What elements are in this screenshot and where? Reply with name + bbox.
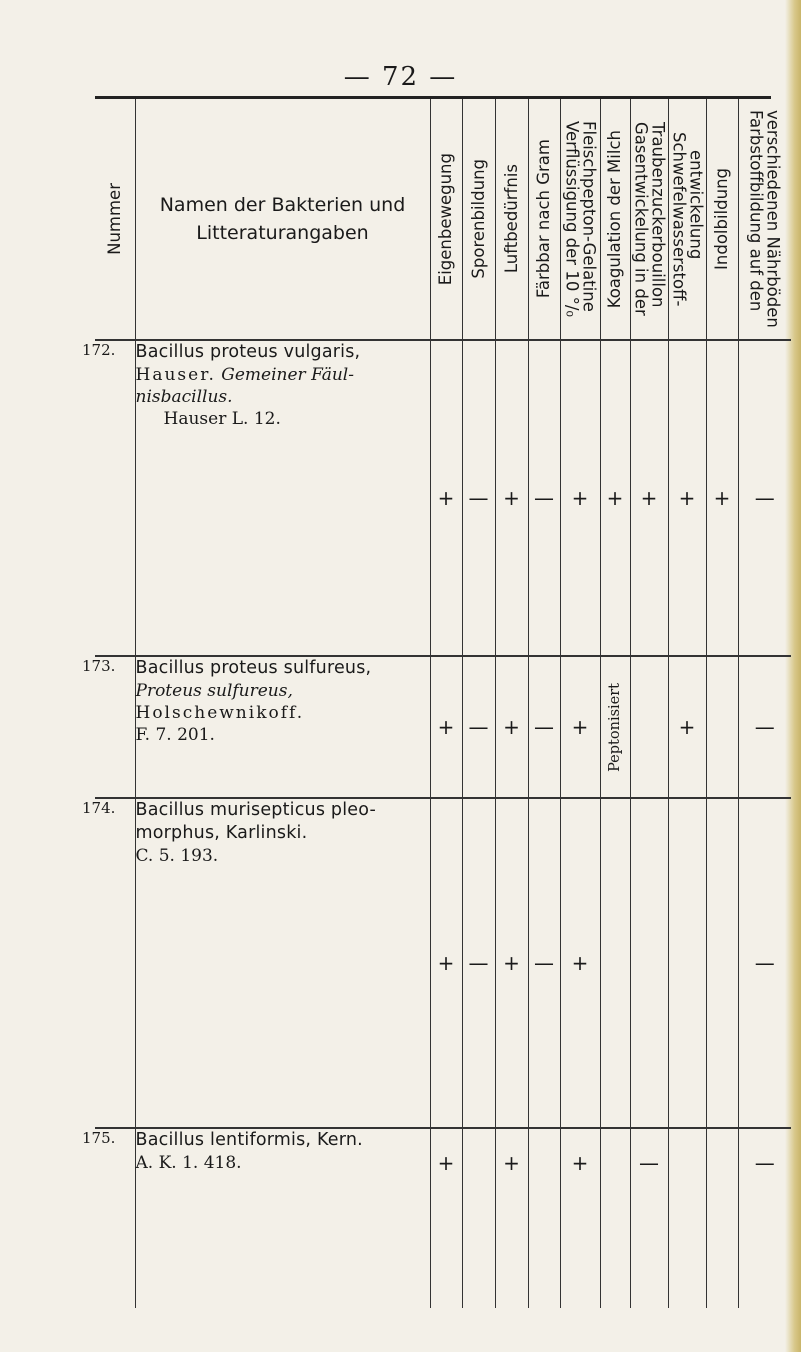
cell-gasentwickelung: — (630, 1128, 668, 1308)
cell-sporenbildung: — (462, 798, 495, 1128)
bacteria-table (82, 99, 791, 1308)
cell-schwefelwasserstoff (668, 1128, 706, 1308)
header-verfluessigung: Verflüssigung der 10 °/₀ Fleischpepton-Gelatine (560, 99, 600, 340)
cell-sporenbildung: — (462, 656, 495, 798)
row-number: 175. (82, 1129, 116, 1147)
bacterium-name: Bacillus murisepticus pleo- morphus, Karlinski. C. 5. 193. (135, 798, 430, 1128)
row-number: 174. (95, 798, 135, 1128)
header-indolbildung: Indolbildung (706, 99, 738, 340)
cell-koagulation: Peptonisiert (600, 656, 630, 798)
header-namen: Namen der Bakterien und Litteraturangaben (135, 99, 430, 340)
cell-schwefelwasserstoff: + (668, 656, 706, 798)
header-schwefelwasserstoff: Schwefelwasserstoff- entwickelung (668, 99, 706, 340)
cell-gasentwickelung (630, 798, 668, 1128)
cell-indolbildung (706, 656, 738, 798)
header-row (95, 99, 791, 340)
table-row (95, 340, 791, 656)
table-row (95, 656, 791, 798)
table-row (95, 798, 791, 1128)
cell-verfluessigung: + (560, 656, 600, 798)
cell-schwefelwasserstoff (668, 798, 706, 1128)
cell-eigenbewegung: + (430, 798, 462, 1128)
cell-indolbildung: + (706, 340, 738, 656)
cell-luftbeduerfnis: + (495, 340, 528, 656)
header-sporenbildung: Sporenbildung (462, 99, 495, 340)
header-farbstoffbildung: Farbstoffbildung auf den verschiedenen Nährböden (738, 99, 791, 340)
header-luftbeduerfnis: Luftbedürfnis (495, 99, 528, 340)
cell-farbstoffbildung: — (738, 798, 791, 1128)
cell-eigenbewegung: + (430, 656, 462, 798)
cell-koagulation: + (600, 340, 630, 656)
cell-faerbbar: — (528, 656, 560, 798)
cell-schwefelwasserstoff: + (668, 340, 706, 656)
cell-verfluessigung: + (560, 340, 600, 656)
cell-farbstoffbildung: — (738, 340, 791, 656)
cell-faerbbar (528, 1128, 560, 1308)
cell-koagulation (600, 1128, 630, 1308)
cell-luftbeduerfnis: + (495, 798, 528, 1128)
cell-eigenbewegung: + (430, 1128, 462, 1308)
cell-eigenbewegung: + (430, 340, 462, 656)
cell-indolbildung (706, 798, 738, 1128)
cell-gasentwickelung: + (630, 340, 668, 656)
cell-farbstoffbildung: — (738, 1128, 791, 1308)
cell-sporenbildung: — (462, 340, 495, 656)
header-koagulation: Koagulation der Milch (600, 99, 630, 340)
header-faerbbar: Färbbar nach Gram (528, 99, 560, 340)
cell-farbstoffbildung: — (738, 656, 791, 798)
bacterium-name: Bacillus proteus vulgaris, Hauser. Gemeiner Fäul- nisbacillus. Hauser L. 12. (135, 340, 430, 656)
page-number: — 72 — (343, 62, 458, 92)
header-gasentwickelung: Gasentwickelung in der Traubenzuckerbouillon (630, 99, 668, 340)
cell-verfluessigung: + (560, 798, 600, 1128)
cell-gasentwickelung (630, 656, 668, 798)
cell-sporenbildung (462, 1128, 495, 1308)
header-eigenbewegung: Eigenbewegung (430, 99, 462, 340)
cell-koagulation (600, 798, 630, 1128)
cell-verfluessigung: + (560, 1128, 600, 1308)
table-row (95, 1128, 791, 1308)
cell-luftbeduerfnis: + (495, 1128, 528, 1308)
cell-luftbeduerfnis: + (495, 656, 528, 798)
row-number: 173. (95, 656, 135, 798)
cell-faerbbar: — (528, 340, 560, 656)
bacterium-name: Bacillus proteus sulfureus, Proteus sulfureus, Holschewnikoff. F. 7. 201. (135, 656, 430, 798)
bacterium-name: Bacillus lentiformis, Kern. A. K. 1. 418. (135, 1128, 430, 1308)
cell-indolbildung (706, 1128, 738, 1308)
cell-faerbbar: — (528, 798, 560, 1128)
row-number: 172. (95, 340, 135, 656)
header-nummer: Nummer (95, 99, 135, 340)
